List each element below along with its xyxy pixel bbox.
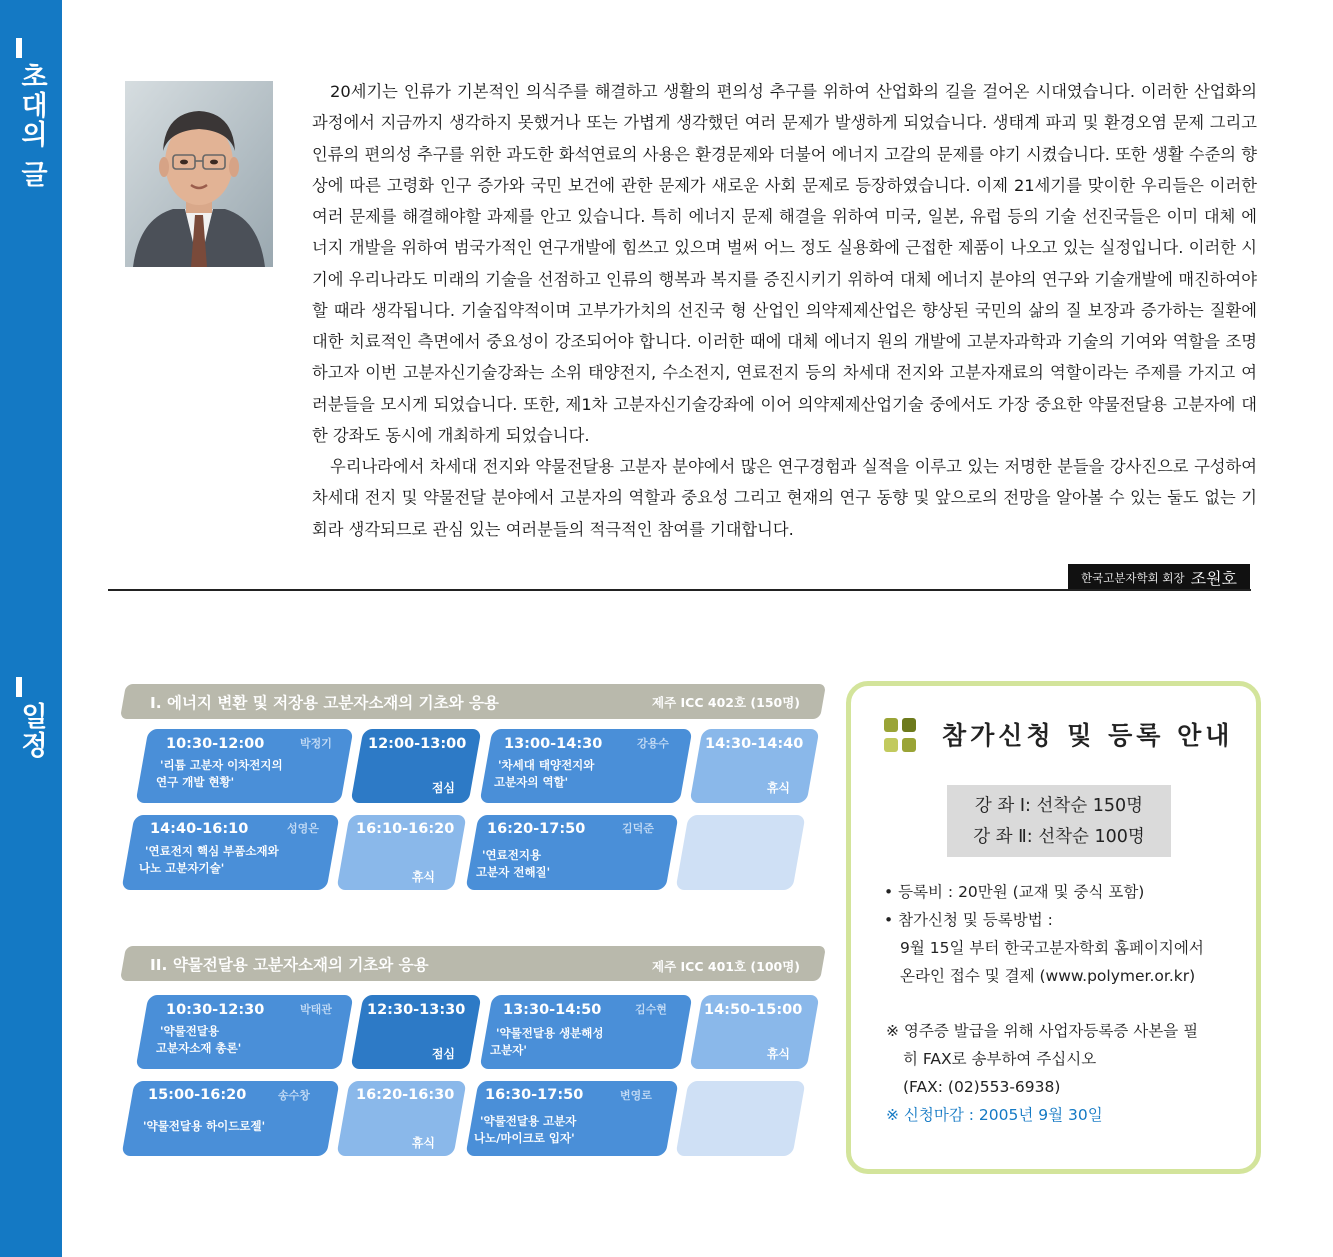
session-time: 14:30-14:40 — [705, 736, 804, 752]
break-label: 휴식 — [766, 781, 790, 795]
session-time: 15:00-16:20 — [148, 1087, 247, 1103]
session-time: 10:30-12:00 — [166, 736, 265, 752]
signature-name: 조원호 — [1190, 569, 1237, 588]
registration-method-line: 온라인 접수 및 결제 (www.polymer.or.kr) — [900, 967, 1196, 985]
schedule-section-venue: 제주 ICC 401호 (100명) — [652, 958, 800, 974]
president-portrait — [125, 81, 273, 267]
registration-deadline: ※ 신청마감 : 2005년 9월 30일 — [886, 1106, 1103, 1124]
signature-badge — [1068, 564, 1250, 591]
session-speaker: 성영은 — [287, 822, 319, 835]
schedule-section-title: II. 약물전달용 고분자소재의 기초와 응용 — [150, 955, 429, 974]
registration-method-line: 9월 15일 부터 한국고분자학회 홈페이지에서 — [900, 939, 1204, 957]
empty-block — [675, 815, 805, 890]
session-speaker: 박태관 — [300, 1003, 332, 1016]
invitation-letter — [312, 76, 1257, 545]
session-topic: 나노 고분자기술' — [139, 861, 225, 875]
session-topic: '리튬 고분자 이차전지의 — [160, 758, 283, 772]
fax-number: (FAX: (02)553-6938) — [903, 1078, 1061, 1096]
session-speaker: 변영로 — [620, 1089, 652, 1102]
session-time: 16:30-17:50 — [485, 1087, 584, 1103]
session-topic: 고분자 전해질' — [476, 865, 551, 879]
title-icon-square — [884, 738, 898, 752]
registration-fee: • 등록비 : 20만원 (교재 및 중식 포함) — [884, 883, 1145, 901]
registration-method-label: • 참가신청 및 등록방법 : — [884, 911, 1053, 929]
registration-title: 참가신청 및 등록 안내 — [942, 721, 1234, 750]
schedule-section-title: I. 에너지 변환 및 저장용 고분자소재의 기초와 응용 — [150, 693, 499, 712]
title-icon-square — [902, 718, 916, 732]
session-time: 12:30-13:30 — [367, 1002, 466, 1018]
session-topic: '연료전지용 — [482, 848, 542, 862]
sidebar-label-schedule: 일정 — [16, 702, 47, 760]
break-label: 휴식 — [766, 1047, 790, 1061]
quota-lecture-1: 강 좌 Ⅰ: 선착순 150명 — [974, 796, 1144, 816]
title-icon-square — [884, 718, 898, 732]
session-time: 14:50-15:00 — [704, 1002, 803, 1018]
session-topic: 고분자' — [490, 1043, 527, 1057]
divider — [108, 589, 1251, 591]
break-label: 점심 — [431, 1047, 455, 1061]
session-time: 16:10-16:20 — [356, 821, 455, 837]
session-topic: 고분자소재 총론' — [156, 1041, 242, 1055]
session-speaker: 송수창 — [278, 1089, 310, 1102]
letter-paragraph: 20세기는 인류가 기본적인 의식주를 해결하고 생활의 편의성 추구를 위하여 산업화의 길을 걸어온 시대였습니다. 이러한 산업화의 과정에서 지금까지 생각하지 못했거나 또는 가볍게 생각했던 여러 문제가 발생하게 되었습니다. 생태계 파괴 및 환경오염 문제 그리고 인류의 편의성 추구를 위한 과도한 화석연료의 사용은 환경문제와 더불어 에너지 고갈의 문제를 야기 시켰습니다. 또한 생활 수준의 향상에 따른 고령화 인구 증가와 국민 보건에 관한 문제가 새로운 사회 문제로 등장하였습니다. 이제 21세기를 맞이한 우리들은 이러한 여러 문제를 해결해야할 과제를 안고 있습니다. 특히 에너지 문제 해결을 위하여 미국, 일본, 유럽 등의 기술 선진국들은 이미 대체 에너지 개발을 위하여 범국가적인 연구개발에 힘쓰고 있으며 벌써 어느 정도 실용화에 근접한 제품이 나오고 있는 실정입니다. 이러한 시기에 우리나라도 미래의 기술을 선점하고 인류의 행복과 복지를 증진시키기 위하여 대체 에너지 분야의 연구와 기술개발에 매진하여야 할 때라 생각됩니다. 기술집약적이며 고부가가치의 선진국 형 산업인 의약제제산업은 향상된 국민의 삶의 질 보장과 증가하는 질환에 대한 치료적인 측면에서 중요성이 강조되어야 합니다. 이러한 때에 대체 에너지 원의 개발에 고분자과학과 기술의 기여와 역할을 조명하고자 이번 고분자신기술강좌는 소위 태양전지, 수소전지, 연료전지 등의 차세대 전지와 고분자재료의 역할이라는 주제를 가지고 여러분들을 모시게 되었습니다. 또한, 제1차 고분자신기술강좌에 이어 의약제제산업기술 중에서도 가장 중요한 약물전달용 고분자에 대한 강좌도 동시에 개최하게 되었습니다. — [312, 82, 1257, 445]
session-speaker: 강용수 — [637, 737, 669, 750]
session-time: 10:30-12:30 — [166, 1002, 265, 1018]
session-topic: '약물전달용 — [160, 1024, 220, 1038]
session-topic: '약물전달용 생분해성 — [496, 1026, 604, 1040]
session-topic: '차세대 태양전지와 — [498, 758, 595, 772]
section-marker — [16, 38, 22, 58]
session-topic: '약물전달용 하이드로젤' — [143, 1119, 266, 1133]
title-icon-square — [902, 738, 916, 752]
break-label: 휴식 — [411, 1136, 435, 1150]
session-time: 13:30-14:50 — [503, 1002, 602, 1018]
break-label: 휴식 — [411, 870, 435, 884]
session-speaker: 김수현 — [635, 1003, 667, 1016]
empty-block — [675, 1081, 805, 1156]
quota-lecture-2: 강 좌 Ⅱ: 선착순 100명 — [973, 827, 1145, 847]
receipt-note: ※ 영주증 발급을 위해 사업자등록증 사본을 필 — [886, 1022, 1199, 1040]
session-topic: '약물전달용 고분자 — [480, 1114, 577, 1128]
break-label: 점심 — [431, 781, 455, 795]
session-time: 12:00-13:00 — [368, 736, 467, 752]
session-topic: 고분자의 역할' — [494, 775, 569, 789]
session-time: 16:20-17:50 — [487, 821, 586, 837]
quota-box — [947, 785, 1171, 857]
letter-paragraph: 우리나라에서 차세대 전지와 약물전달용 고분자 분야에서 많은 연구경험과 실적을 이루고 있는 저명한 분들을 강사진으로 구성하여 차세대 전지 및 약물전달 분야에서 고분자의 역할과 중요성 그리고 현재의 연구 동향 및 앞으로의 전망을 알아볼 수 있는 둘도 없는 기회라 생각되므로 관심 있는 여러분들의 적극적인 참여를 기대합니다. — [312, 457, 1257, 539]
signature-role: 한국고분자학회 회장 — [1080, 570, 1185, 585]
section-marker — [16, 677, 22, 697]
session-topic: 연구 개발 현황' — [156, 775, 235, 789]
schedule-section-venue: 제주 ICC 402호 (150명) — [652, 694, 800, 710]
session-speaker: 박정기 — [300, 737, 332, 750]
receipt-note: 히 FAX로 송부하여 주십시오 — [903, 1050, 1097, 1068]
session-time: 13:00-14:30 — [504, 736, 603, 752]
session-topic: '연료전지 핵심 부품소재와 — [145, 844, 279, 858]
sidebar-label-invitation: 초대의 글 — [16, 62, 47, 190]
session-topic: 나노/마이크로 입자' — [474, 1131, 575, 1145]
session-time: 14:40-16:10 — [150, 821, 249, 837]
session-time: 16:20-16:30 — [356, 1087, 455, 1103]
session-speaker: 김덕준 — [622, 822, 654, 835]
